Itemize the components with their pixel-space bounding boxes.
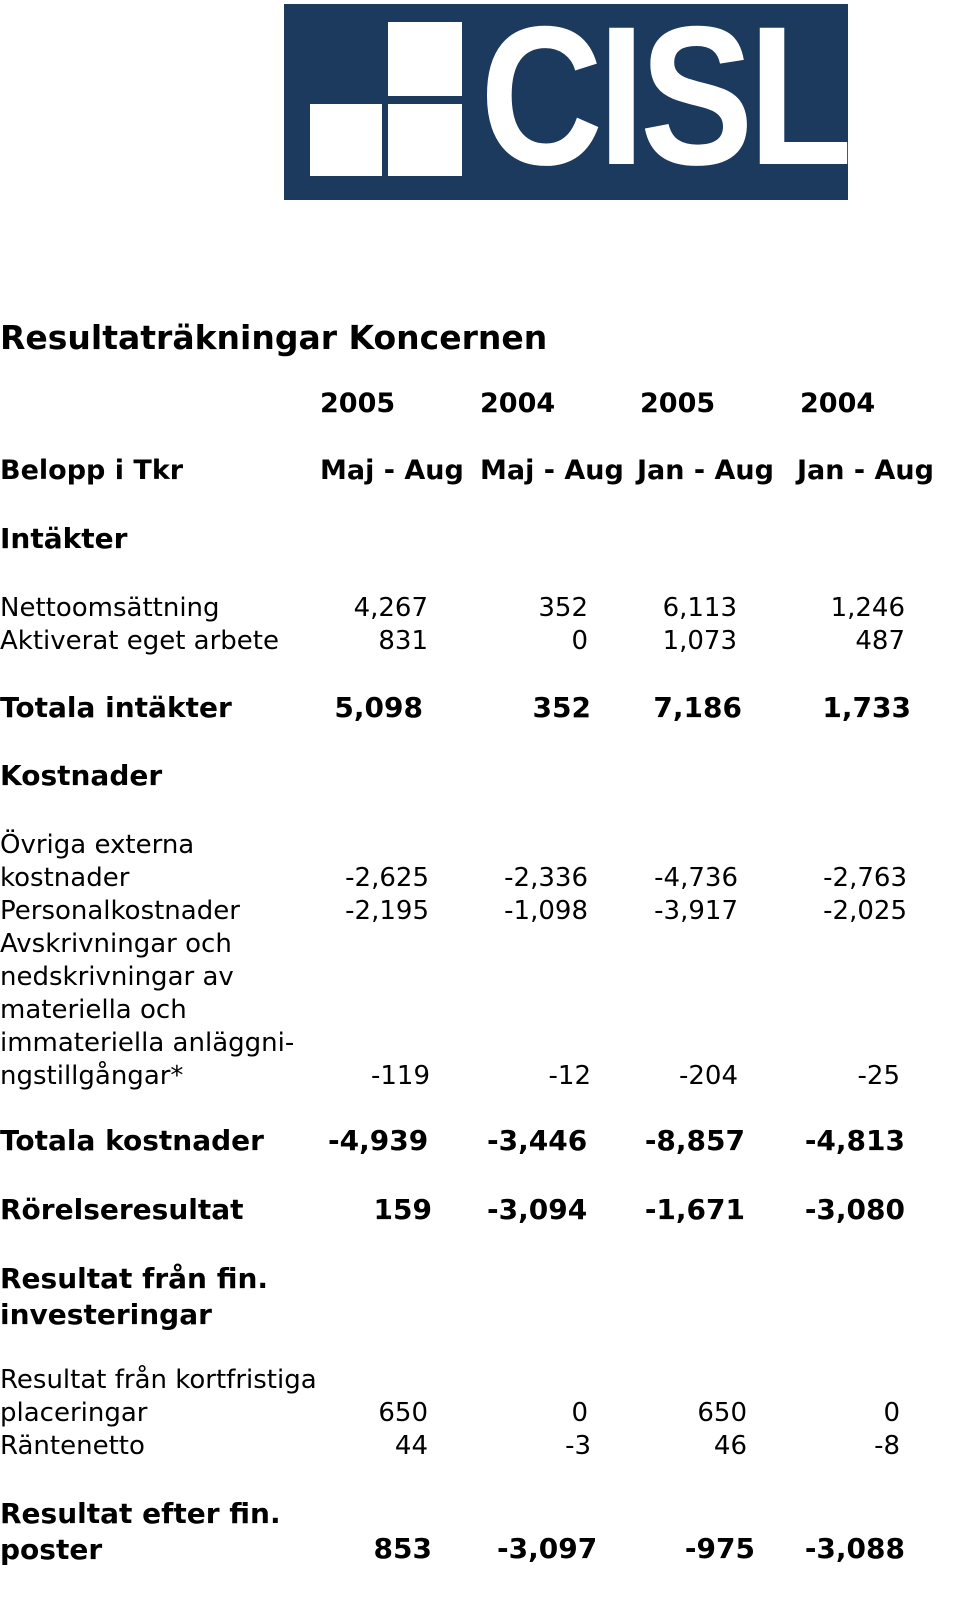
logo-wordmark: CISL xyxy=(480,0,848,206)
row-value-2: -3,094 xyxy=(487,1193,588,1226)
row-value-1: 4,267 xyxy=(353,593,428,623)
section-kostnader: Kostnader xyxy=(0,759,163,792)
row-value-4: 0 xyxy=(883,1398,900,1428)
row-value-3: -1,671 xyxy=(644,1193,745,1226)
row-value-1: 650 xyxy=(378,1398,428,1428)
row-value-3: 6,113 xyxy=(662,593,737,623)
row-label: Totala kostnader xyxy=(0,1124,264,1157)
row-value-1: -2,625 xyxy=(345,863,429,893)
logo-square-large xyxy=(388,22,462,96)
year-col-1: 2005 xyxy=(320,388,396,419)
row-value-3: -204 xyxy=(678,1061,738,1091)
section-fin-investeringar: Resultat från fin. investeringar xyxy=(0,1262,269,1331)
row-value-1: 44 xyxy=(394,1431,428,1461)
row-value-3: 650 xyxy=(697,1398,747,1428)
row-value-2: 352 xyxy=(532,691,591,724)
row-value-1: 159 xyxy=(373,1193,432,1226)
header-periods xyxy=(0,455,960,495)
row-value-4: -2,025 xyxy=(823,896,907,926)
row-label: Avskrivningar och nedskrivningar av materiella och immateriella anläggni- ngstillgångar* xyxy=(0,929,295,1091)
row-value-4: -25 xyxy=(857,1061,900,1091)
row-value-3: 46 xyxy=(713,1431,747,1461)
year-col-3: 2005 xyxy=(640,388,716,419)
year-col-2: 2004 xyxy=(480,388,556,419)
row-value-1: -4,939 xyxy=(328,1124,429,1157)
period-col-3: Jan - Aug xyxy=(637,455,774,486)
row-label: Resultat efter fin. poster xyxy=(0,1497,281,1566)
row-label: Totala intäkter xyxy=(0,691,232,724)
year-col-4: 2004 xyxy=(800,388,876,419)
row-value-1: 5,098 xyxy=(334,691,423,724)
row-value-2: -3,097 xyxy=(497,1532,598,1565)
logo-square-mid-right xyxy=(388,104,462,176)
row-value-3: 1,073 xyxy=(662,626,737,656)
row-value-4: -3,080 xyxy=(804,1193,905,1226)
logo-square-mid-left xyxy=(310,104,382,176)
row-value-4: -8 xyxy=(874,1431,900,1461)
row-value-1: 831 xyxy=(378,626,428,656)
row-value-4: -3,088 xyxy=(804,1532,905,1565)
row-label: Personalkostnader xyxy=(0,896,240,926)
header-years xyxy=(0,388,960,428)
row-value-3: -3,917 xyxy=(654,896,738,926)
row-value-2: -12 xyxy=(548,1061,591,1091)
row-value-2: 352 xyxy=(538,593,588,623)
cisl-logo xyxy=(284,0,848,206)
row-value-4: 487 xyxy=(855,626,905,656)
row-value-3: 7,186 xyxy=(653,691,742,724)
row-value-1: -119 xyxy=(370,1061,430,1091)
row-value-3: -975 xyxy=(684,1532,755,1565)
row-value-4: 1,733 xyxy=(822,691,911,724)
row-value-4: -2,763 xyxy=(823,863,907,893)
row-label: Rörelseresultat xyxy=(0,1193,244,1226)
row-value-3: -8,857 xyxy=(644,1124,745,1157)
row-label: Övriga externa kostnader xyxy=(0,830,195,893)
row-value-2: -3,446 xyxy=(487,1124,588,1157)
section-intakter: Intäkter xyxy=(0,522,128,555)
row-value-4: -4,813 xyxy=(804,1124,905,1157)
row-value-2: 0 xyxy=(571,626,588,656)
row-label: Nettoomsättning xyxy=(0,593,220,623)
row-value-1: -2,195 xyxy=(345,896,429,926)
period-col-2: Maj - Aug xyxy=(480,455,624,486)
row-value-2: -1,098 xyxy=(504,896,588,926)
period-col-1: Maj - Aug xyxy=(320,455,464,486)
row-value-2: -2,336 xyxy=(504,863,588,893)
row-label: Resultat från kortfristiga placeringar xyxy=(0,1365,317,1428)
amount-unit-label: Belopp i Tkr xyxy=(0,455,184,486)
row-value-1: 853 xyxy=(373,1532,432,1565)
row-value-2: -3 xyxy=(565,1431,591,1461)
row-value-2: 0 xyxy=(571,1398,588,1428)
period-col-4: Jan - Aug xyxy=(797,455,934,486)
row-label: Aktiverat eget arbete xyxy=(0,626,279,656)
row-value-4: 1,246 xyxy=(830,593,905,623)
row-label: Räntenetto xyxy=(0,1431,145,1461)
row-value-3: -4,736 xyxy=(654,863,738,893)
page-title: Resultaträkningar Koncernen xyxy=(0,318,548,357)
